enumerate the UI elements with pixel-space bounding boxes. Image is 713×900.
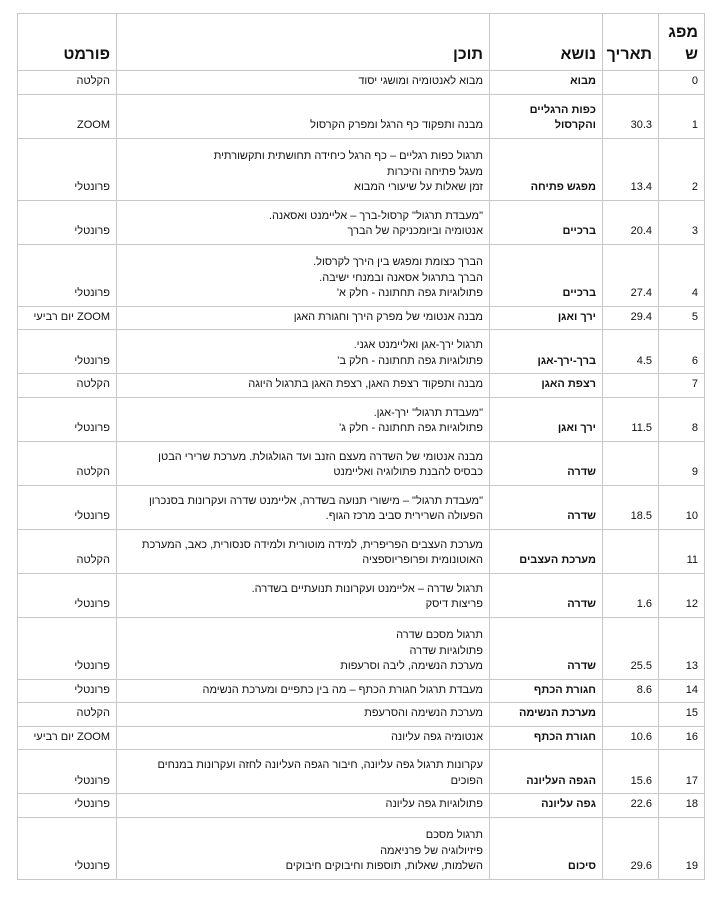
header-date: תאריך [603,14,659,71]
content-line: הפעולה השרירית סביב מרכז הגוף. [325,510,483,522]
session-number-cell: 15 [659,703,705,727]
date-cell: 25.5 [603,617,659,679]
date-cell: 27.4 [603,244,659,306]
content-cell [117,306,490,330]
session-number-cell: 17 [659,750,705,794]
table-row [18,573,705,617]
table-row [18,330,705,374]
content-cell [117,330,490,374]
table-body [18,71,705,880]
table-row [18,794,705,818]
date-cell [603,71,659,95]
content-line: תרגול שדרה – אליימנט ועקרונות תנועתיים בשדרה. [251,582,483,595]
content-line: מערכת הנשימה, ליבה וסרעפות [340,660,483,672]
content-line: "מעבדת תרגול" – מישורי תנועה בשדרה, אליימנט שדרה ועקרונות בסנכרון [148,494,483,507]
date-cell: 13.4 [603,138,659,200]
format-cell: פרונטלי [18,794,117,818]
topic-cell: מערכת הנשימה [490,703,603,727]
format-cell: פרונטלי [18,817,117,879]
topic-cell: כפות הרגליים והקרסול [490,94,603,138]
content-cell [117,817,490,879]
topic-cell: מערכת העצבים [490,529,603,573]
content-cell [117,679,490,703]
content-line: מעבדת תרגול חגורת הכתף – מה בין כתפיים ומערכת הנשימה [202,683,483,696]
table-row [18,71,705,95]
table-row [18,200,705,244]
format-cell: פרונטלי [18,485,117,529]
header-content: תוכן [117,14,490,71]
content-line: "מעבדת תרגול" ירך-אגן. [373,406,483,419]
table-row [18,441,705,485]
date-cell: 10.6 [603,726,659,750]
topic-cell: ירך ואגן [490,397,603,441]
content-line: פתולוגיות גפה תחתונה - חלק א' [336,287,483,299]
content-line: מבוא לאנטומיה ומושגי יסוד [358,75,483,87]
table-row [18,94,705,138]
table-row [18,374,705,398]
content-cell [117,573,490,617]
topic-cell: שדרה [490,441,603,485]
content-line: פריצות דיסק [425,598,483,610]
date-cell: 15.6 [603,750,659,794]
content-cell [117,794,490,818]
session-number-cell: 11 [659,529,705,573]
content-cell [117,374,490,398]
content-cell [117,617,490,679]
format-cell: הקלטה [18,703,117,727]
content-line: מעגל פתיחה והיכרות [387,165,483,178]
date-cell [603,374,659,398]
session-number-cell: 3 [659,200,705,244]
content-line: האוטונומית ופרופריוספציה [362,554,483,566]
format-cell: פרונטלי [18,200,117,244]
topic-cell: מבוא [490,71,603,95]
session-number-cell: 0 [659,71,705,95]
session-number-cell: 14 [659,679,705,703]
topic-cell: גפה עליונה [490,794,603,818]
content-cell [117,138,490,200]
content-cell [117,441,490,485]
date-cell: 22.6 [603,794,659,818]
content-cell [117,726,490,750]
header-format: פורמט [18,14,117,71]
format-cell: ZOOM יום רביעי [18,726,117,750]
header-session-number: מפג ש [659,14,705,71]
content-line: פתולוגיות גפה תחתונה - חלק ב' [337,354,483,367]
session-number-cell: 16 [659,726,705,750]
format-cell: פרונטלי [18,244,117,306]
session-number-cell: 18 [659,794,705,818]
content-line: מערכת הנשימה והסרעפת [364,707,483,719]
content-line: פיזיולוגיה של פרניאמה [380,844,483,857]
topic-cell: הגפה העליונה [490,750,603,794]
content-cell [117,71,490,95]
schedule-table [17,13,705,880]
content-cell [117,529,490,573]
date-cell: 1.6 [603,573,659,617]
date-cell: 29.4 [603,306,659,330]
format-cell: פרונטלי [18,617,117,679]
content-cell [117,485,490,529]
content-cell [117,244,490,306]
topic-cell: שדרה [490,617,603,679]
content-line: הברך כצומת ומפגש בין הירך לקרסול. [313,256,483,268]
table-row [18,703,705,727]
content-line: כבסיס להבנת פתולוגיה ואליימנט [333,466,483,478]
header-topic: נושא [490,14,603,71]
session-number-cell: 6 [659,330,705,374]
date-cell [603,441,659,485]
date-cell: 11.5 [603,397,659,441]
topic-cell: ברכיים [490,244,603,306]
table-row [18,617,705,679]
format-cell: הקלטה [18,441,117,485]
date-cell: 4.5 [603,330,659,374]
session-number-cell: 4 [659,244,705,306]
session-number-cell: 13 [659,617,705,679]
content-line: "מעבדת תרגול" קרסול-ברך – אליימנט ואסאנה. [268,209,483,222]
format-cell: פרונטלי [18,330,117,374]
date-cell [603,703,659,727]
topic-cell: ברך-ירך-אגן [490,330,603,374]
content-line: פתולוגיות גפה תחתונה - חלק ג' [339,422,483,434]
date-cell: 29.6 [603,817,659,879]
session-number-cell: 8 [659,397,705,441]
content-cell [117,94,490,138]
date-cell: 20.4 [603,200,659,244]
content-cell [117,397,490,441]
table-row [18,817,705,879]
content-line: תרגול מסכם [425,829,483,841]
table-row [18,397,705,441]
session-number-cell: 1 [659,94,705,138]
date-cell: 18.5 [603,485,659,529]
session-number-cell: 9 [659,441,705,485]
table-row [18,244,705,306]
content-line: אנטומיה וביומכניקה של הברך [347,225,483,237]
table-row [18,138,705,200]
format-cell: פרונטלי [18,397,117,441]
table-row [18,679,705,703]
table-row [18,485,705,529]
table-row [18,726,705,750]
table-row [18,750,705,794]
session-number-cell: 19 [659,817,705,879]
session-number-cell: 7 [659,374,705,398]
content-cell [117,750,490,794]
format-cell: פרונטלי [18,138,117,200]
format-cell: פרונטלי [18,573,117,617]
session-number-cell: 10 [659,485,705,529]
topic-cell: שדרה [490,485,603,529]
content-line: מבנה ותפקוד רצפת האגן, רצפת האגן בתרגול היוגה [248,378,483,390]
content-line: מבנה אנטומי של השדרה מעצם הזנב ועד הגולגולת. מערכת שרירי הבטן [158,450,483,463]
content-line: תרגול מסכם שדרה [396,629,483,641]
table-row [18,306,705,330]
session-number-cell: 2 [659,138,705,200]
content-line: מבנה אנטומי של מפרק הירך וחגורת האגן [293,310,483,323]
topic-cell: רצפת האגן [490,374,603,398]
topic-cell: מפגש פתיחה [490,138,603,200]
content-cell [117,200,490,244]
content-line: פתולוגיות שדרה [409,644,483,657]
format-cell: הקלטה [18,71,117,95]
date-cell: 8.6 [603,679,659,703]
header-row [18,14,705,71]
content-line: הפוכים [450,774,483,787]
session-number-cell: 12 [659,573,705,617]
content-line: מערכת העצבים הפריפרית, למידה מוטורית ולמידה סנסורית, כאב, המערכת [141,538,483,551]
topic-cell: ירך ואגן [490,306,603,330]
content-line: עקרונות תרגול גפה עליונה, חיבור הגפה העליונה לחזה ועקרונות במנחים [157,759,483,771]
content-line: השלמות, שאלות, תוספות וחיבוקים חיבוקים [285,860,483,872]
format-cell: פרונטלי [18,750,117,794]
format-cell: ZOOM יום רביעי [18,306,117,330]
content-line: הברך בתרגול אסאנה ובמנחי ישיבה. [319,271,483,284]
content-line: אנטומיה גפה עליונה [390,730,483,743]
format-cell: הקלטה [18,529,117,573]
content-line: תרגול כפות רגליים – כף הרגל כיחידה תחושתית ותקשורתית [213,150,483,162]
topic-cell: ברכיים [490,200,603,244]
content-line: זמן שאלות על שיעורי המבוא [354,181,483,193]
content-line: מבנה ותפקוד כף הרגל ומפרק הקרסול [310,119,483,131]
table-row [18,529,705,573]
topic-cell: שדרה [490,573,603,617]
date-cell [603,529,659,573]
content-line: תרגול ירך-אגן ואליימנט אגני. [353,339,483,351]
content-cell [117,703,490,727]
session-number-cell: 5 [659,306,705,330]
topic-cell: סיכום [490,817,603,879]
content-line: פתולוגיות גפה עליונה [385,798,483,810]
format-cell: הקלטה [18,374,117,398]
topic-cell: חגורת הכתף [490,726,603,750]
topic-cell: חגורת הכתף [490,679,603,703]
date-cell: 30.3 [603,94,659,138]
format-cell: ZOOM [18,94,117,138]
format-cell: פרונטלי [18,679,117,703]
